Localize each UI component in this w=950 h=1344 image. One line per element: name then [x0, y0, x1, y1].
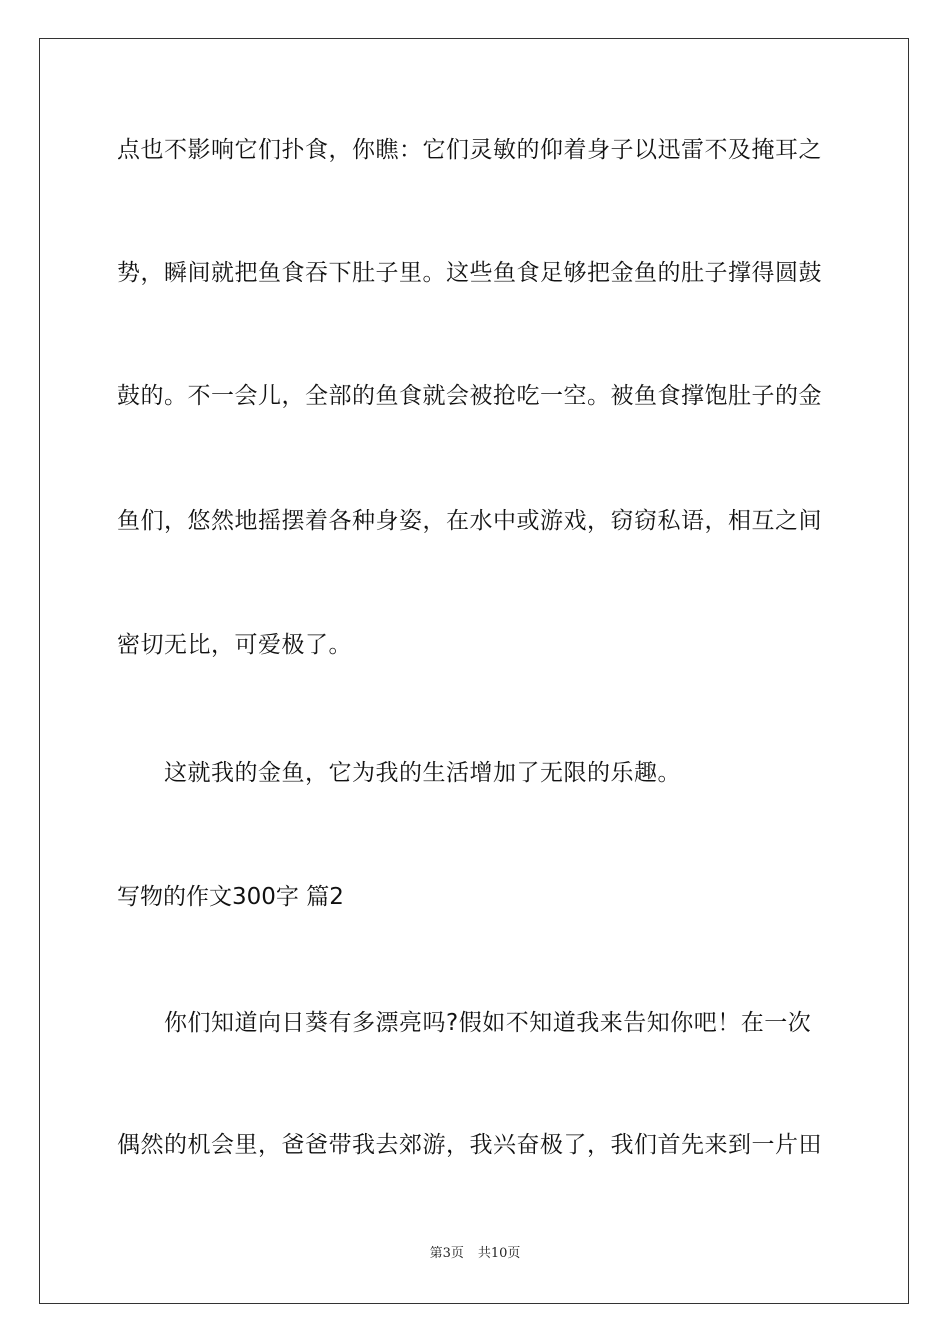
- text-line: 势，瞬间就把鱼食吞下肚子里。这些鱼食足够把金鱼的肚子撑得圆鼓: [117, 260, 822, 286]
- text-line: 点也不影响它们扑食，你瞧：它们灵敏的仰着身子以迅雷不及掩耳之: [117, 137, 822, 163]
- section-heading: 写物的作文300字 篇2: [117, 884, 344, 910]
- page-footer: [0, 1245, 950, 1263]
- text-line: 鱼们，悠然地摇摆着各种身姿，在水中或游戏，窃窃私语，相互之间: [117, 508, 822, 534]
- page-border: [39, 38, 909, 1304]
- page-number: 第3页: [429, 1246, 464, 1261]
- paragraph-start-line: 你们知道向日葵有多漂亮吗?假如不知道我来告知你吧！在一次: [164, 1010, 812, 1036]
- text-line: 鼓的。不一会儿，全部的鱼食就会被抢吃一空。被鱼食撑饱肚子的金: [117, 383, 822, 409]
- text-line: 密切无比，可爱极了。: [117, 632, 352, 658]
- text-line: 偶然的机会里，爸爸带我去郊游，我兴奋极了，我们首先来到一片田: [117, 1132, 822, 1158]
- page-total: 共10页: [477, 1246, 521, 1261]
- paragraph-start-line: 这就我的金鱼，它为我的生活增加了无限的乐趣。: [164, 760, 681, 786]
